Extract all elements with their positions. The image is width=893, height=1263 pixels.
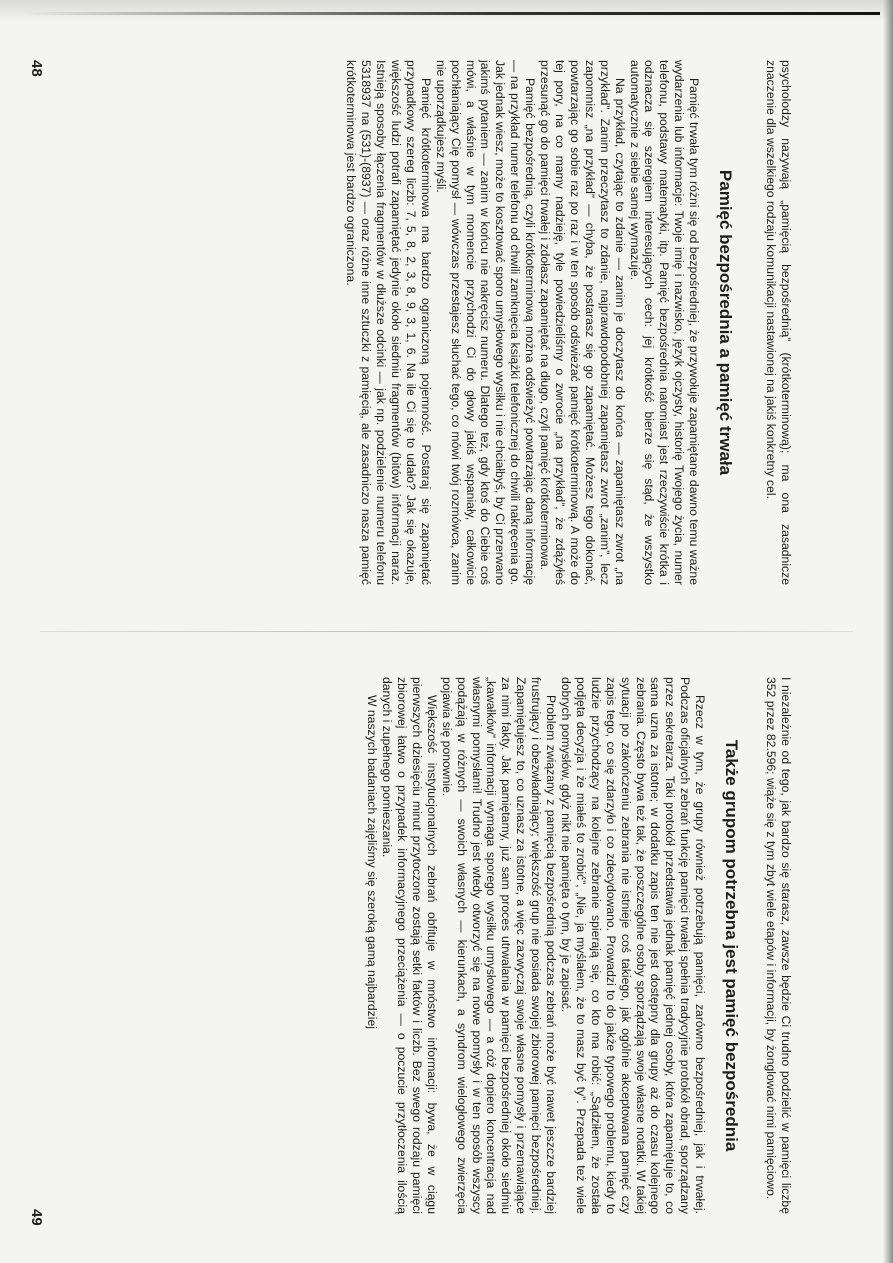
body-paragraph: W naszych badaniach zajęliśmy się szeroką gamą najbardziej [365,695,380,1029]
page-right [0,632,893,1263]
body-paragraph: Większość instytucjonalnych zebrań obfituje w mnóstwo informacji: bywa, że w ciągu pierwszych dziesięciu minut przytoczone zostają setki faktów i liczb. Bez swego rodzaju pamięci zbiorowej łatwo o przypadek informacyjnego przeciążenia — o poczucie przytłoczenia ilością danych i zupełnego pomieszania. [380,677,439,1214]
body-paragraph: Pamięć bezpośrednią, czyli krótkoterminową można odświeżyć powtarzając daną informację — na przykład numer telefonu od chwili zamknięcia książki telefonicznej do chwili nakręcenia go. Jak jednak wiesz, może to kosztować sporo umysłowego wysiłku i nie chciałbyś, by Ci przerwano jakimś pytaniem — zanim w końcu nie nakręcisz numeru. Dlatego też, gdy ktoś do Ciebie coś mówi, a właśnie w tym momencie przychodzi Ci do głowy jakiś wspaniały, całkowicie pochłaniający Cię pomysł — wówczas przestajesz słuchać tego, co mówi twój rozmówca, zanim nie uporządkujesz myśli. [433,60,538,585]
section-heading: Także grupom potrzebna jest pamięć bezpośrednia [722,739,742,1152]
page-number: 48 [28,60,45,77]
section-heading: Pamięć bezpośrednia a pamięć trwała [716,169,736,476]
page-right-text [364,677,793,1214]
body-paragraph: Pamięć trwała tym różni się od bezpośredniej, że przywołuje zapamiętane dawno temu ważne wydarzenia lub informacje: Twoje imię i nazwisko, język ojczysty, historię Twojego życia, numer telefonu, podstawy matematyki, itp. Pamięć bezpośrednia natomiast jest rzeczywiście krótka i odznacza się szeregiem interesujących cech: jej krótkość bierze się stąd, że wszystko automatycznie z siebie samej wymazuje. [627,60,702,585]
page-left [0,0,893,631]
body-paragraph: Pamięć krótkoterminowa ma bardzo ograniczoną pojemność. Postaraj się zapamiętać przypadkowy szereg liczb: 7, 5, 8, 2, 3, 8, 9, 3, 1, 6. Na ile Ci się to udało? Jak się okazuje, większość ludzi potrafi zapamiętać jedynie około siedmiu fragmentów (bitów) informacji naraz. Istnieją sposoby łączenia fragmentów w dłuższe odcinki — jak np. podzielenie numeru telefonu 5318937 na (531)-(8937) — oraz różne inne sztuczki z pamięcią, ale zasadniczo nasza pamięć krótkoterminowa jest bardzo ograniczona. [344,60,433,585]
page-number: 49 [28,1209,45,1226]
body-paragraph: Rzecz w tym, że grupy również potrzebują pamięci, zarówno bezpośredniej, jak i trwałej. Podczas oficjalnych zebrań funkcję pamięci trwałej spełnia tradycyjnie protokół obrad, sporządzany przez sekretarza. Taki protokół przedstawia jednak pamięć jednej osoby, która zapamiętuje to, co sama uzna za istotne; w dodatku zapis ten nie jest dostępny dla grupy aż do czasu kolejnego zebrania. Często bywa też tak, że poszczególne osoby sporządzają swoje własne notatki. W takiej sytuacji po zakończeniu zebrania nie istnieje coś takiego, jak ogólnie akceptowana pamięć czy zapis tego, co się zdarzyło i co zdecydowano. Prowadzi to do jakże typowego problemu, kiedy to ludzie przychodzący na kolejne zebranie spierają się, co kto ma robić: „Sądziłem, że została podjęta decyzja i że miałeś to zrobić”, „Nie, ja myślałem, że to masz być ty”. Przepada też wiele dobrych pomysłów, gdyż nikt nie pamięta o tym, by je zapisać. [559,677,708,1214]
intro-paragraph: I niezależnie od tego, jak bardzo się starasz, zawsze będzie Ci trudno podzielić w pamięci liczbę 352 przez 82.596; wiąże się z tym zbyt wiele etapów i informacji, by żonglować nimi pamięciowo. [764,677,793,1214]
body-paragraph: Problem związany z pamięcią bezpośrednią podczas zebrań może być nawet jeszcze bardziej frustrujący i obezwładniający; większość grup nie posiada swojej zbiorowej pamięci bezpośredniej. Zapamiętujesz to, co uznasz za istotne, a więc zazwyczaj swoje własne pomysły i przemawiające za nimi fakty. Jak pamiętamy, już sam proces utrwalania w pamięci bezpośredniej około siedmiu „kawałków” informacji wymaga sporego wysiłku umysłowego — a cóż dopiero koncentracja nad własnymi pomysłami! Trudno jest wtedy otworzyć się na nowe pomysły i w ten sposób wszyscy podążają w różnych — swoich własnych — kierunkach, a syndrom wielogłowego zwierzęcia pojawia się ponownie. [439,677,559,1214]
body-paragraph: Na przykład, czytając to zdanie — zanim je doczytasz do końca — zapamiętasz zwrot „na przykład”. Zanim przeczytasz to zdanie, najprawdopodobniej zapamiętasz zwrot „zanim”, lecz zapomnisz „na przykład” — chyba, że postarasz się go zapamiętać. Możesz tego dokonać, powtarzając go sobie raz po raz i w ten sposób odświeżać pamięć krótkoterminową. A może do tej pory, na co mamy nadzieję, tyle powiedzieliśmy o zwrocie „na przykład”, że zdążyłeś przesunąć go do pamięci trwałej i zdołasz zapamiętać na długo, czyli pamięć krótkoterminowa. [538,60,627,585]
intro-paragraph: psycholodzy nazywają „pamięcią bezpośrednią” (krótkoterminową); ma ona zasadnicze znaczenie dla wszelkiego rodzaju komunikacji nastawionej na jakiś konkretny cel. [764,60,793,585]
page-left-text [343,60,793,585]
